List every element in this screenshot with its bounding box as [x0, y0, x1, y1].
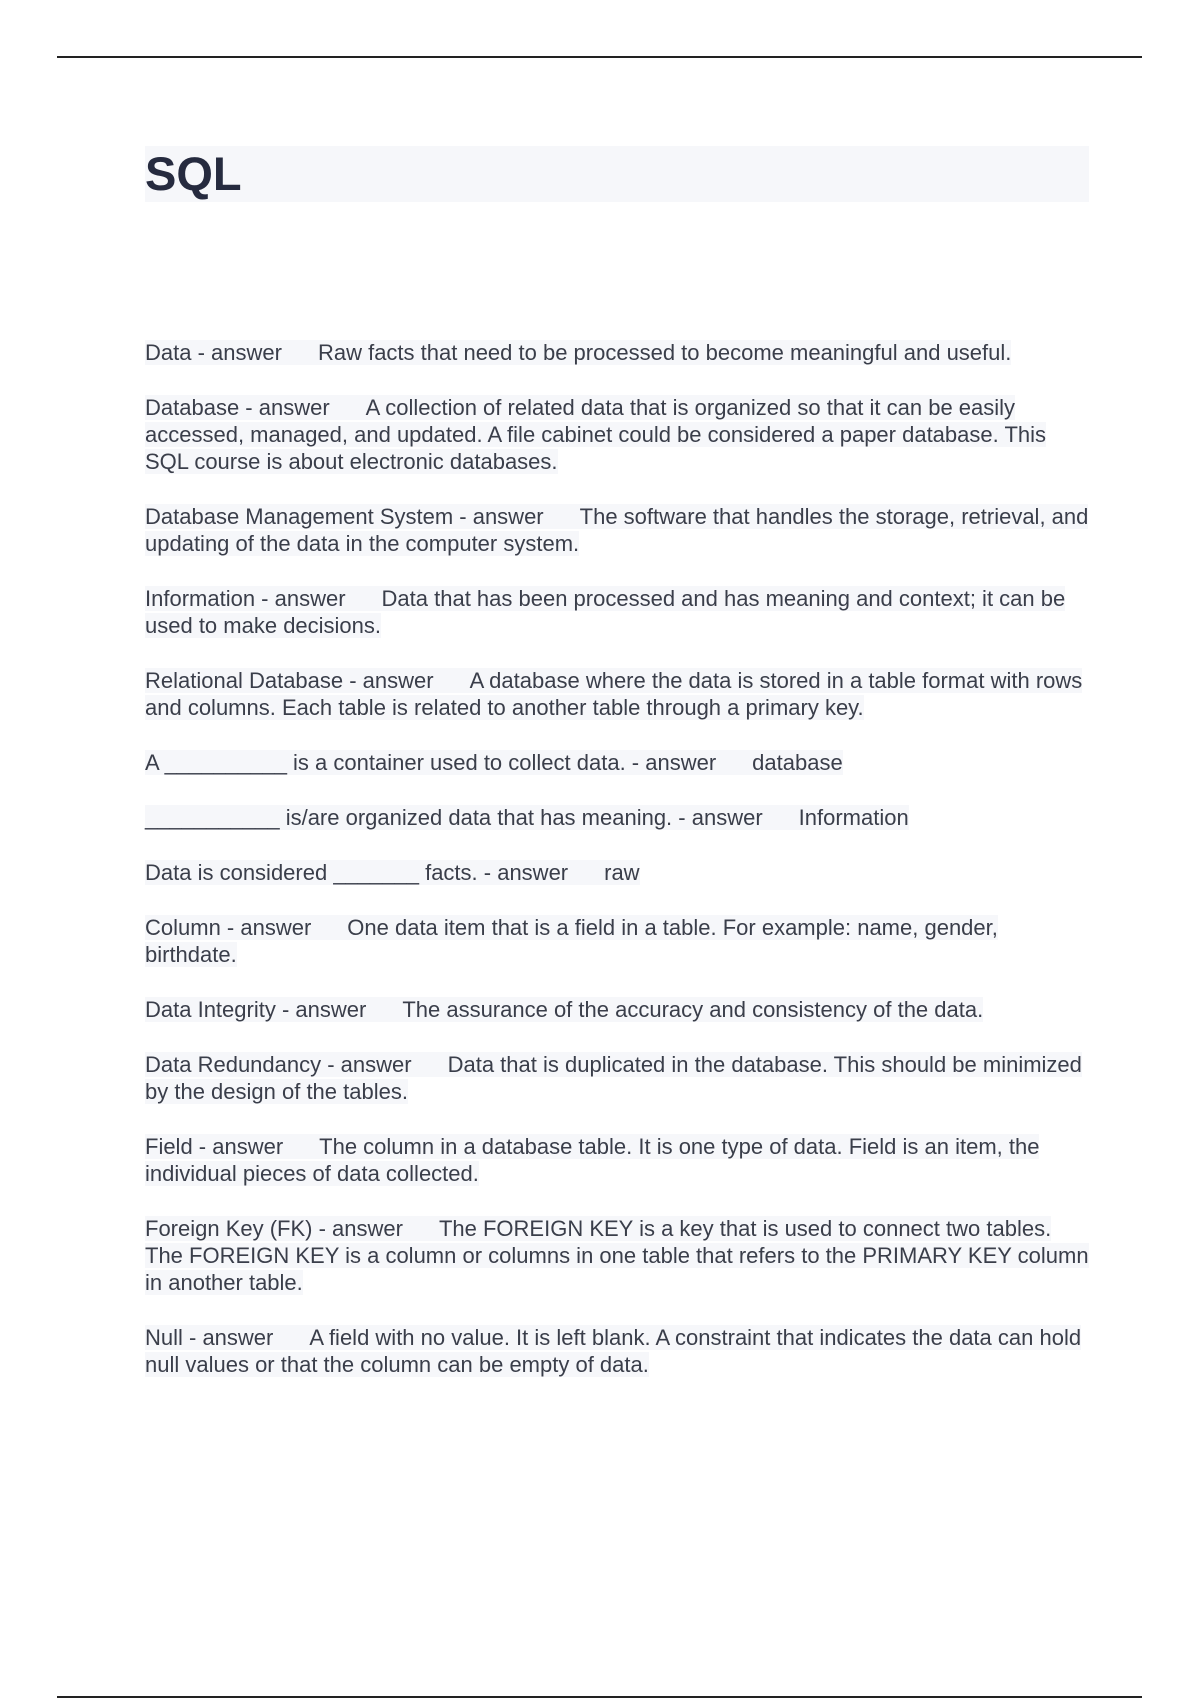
entry-definition: The software that handles the storage, retrieval, and updating of the data in the computer system.	[145, 504, 1089, 556]
entry-term: Relational Database - answer	[145, 668, 434, 693]
entry-term: Database Management System - answer	[145, 504, 544, 529]
flashcard-entry	[145, 804, 1090, 831]
entry-term: A __________ is a container used to collect data. - answer	[145, 750, 717, 775]
entry-definition: Data that has been processed and has meaning and context; it can be used to make decisions.	[145, 586, 1066, 638]
flashcard-entry	[145, 859, 1090, 886]
entry-term: Database - answer	[145, 395, 330, 420]
flashcard-entry	[145, 1051, 1090, 1105]
entry-term: ___________ is/are organized data that has meaning. - answer	[145, 805, 763, 830]
entry-definition: Raw facts that need to be processed to become meaningful and useful.	[317, 340, 1012, 365]
flashcard-list	[145, 339, 1090, 1406]
entry-definition: One data item that is a field in a table. For example: name, gender, birthdate.	[145, 915, 998, 967]
entry-term: Column - answer	[145, 915, 312, 940]
entry-term: Information - answer	[145, 586, 346, 611]
entry-term: Data - answer	[145, 340, 282, 365]
flashcard-entry	[145, 1215, 1090, 1296]
flashcard-entry	[145, 1133, 1090, 1187]
entry-definition: raw	[604, 860, 640, 885]
entry-term: Data Redundancy - answer	[145, 1052, 412, 1077]
top-rule	[57, 56, 1142, 58]
flashcard-entry	[145, 996, 1090, 1023]
entry-definition: The assurance of the accuracy and consistency of the data.	[402, 997, 984, 1022]
flashcard-entry	[145, 749, 1090, 776]
flashcard-entry	[145, 339, 1090, 366]
flashcard-entry	[145, 1324, 1090, 1378]
entry-term: Foreign Key (FK) - answer	[145, 1216, 403, 1241]
entry-definition: A database where the data is stored in a table format with rows and columns. Each table is related to another table through a primary key.	[145, 668, 1083, 720]
flashcard-entry	[145, 585, 1090, 639]
flashcard-entry	[145, 503, 1090, 557]
bottom-rule	[57, 1696, 1142, 1698]
entry-definition: Data that is duplicated in the database. This should be minimized by the design of the tables.	[145, 1052, 1082, 1104]
entry-term: Data is considered _______ facts. - answer	[145, 860, 569, 885]
flashcard-entry	[145, 394, 1090, 475]
entry-definition: A field with no value. It is left blank. A constraint that indicates the data can hold null values or that the column can be empty of data.	[145, 1325, 1082, 1377]
entry-definition: The FOREIGN KEY is a key that is used to connect two tables. The FOREIGN KEY is a column or columns in one table that refers to the PRIMARY KEY column in another table.	[145, 1216, 1089, 1295]
entry-definition: The column in a database table. It is one type of data. Field is an item, the individual pieces of data collected.	[145, 1134, 1040, 1186]
entry-definition: A collection of related data that is organized so that it can be easily accessed, managed, and updated. A file cabinet could be considered a paper database. This SQL course is about electronic databases.	[145, 395, 1047, 474]
entry-definition: Information	[798, 805, 909, 830]
document-title: SQL	[145, 147, 242, 200]
entry-term: Data Integrity - answer	[145, 997, 367, 1022]
entry-definition: database	[752, 750, 843, 775]
entry-term: Field - answer	[145, 1134, 284, 1159]
entry-term: Null - answer	[145, 1325, 274, 1350]
flashcard-entry	[145, 914, 1090, 968]
title-band	[145, 146, 1089, 202]
flashcard-entry	[145, 667, 1090, 721]
